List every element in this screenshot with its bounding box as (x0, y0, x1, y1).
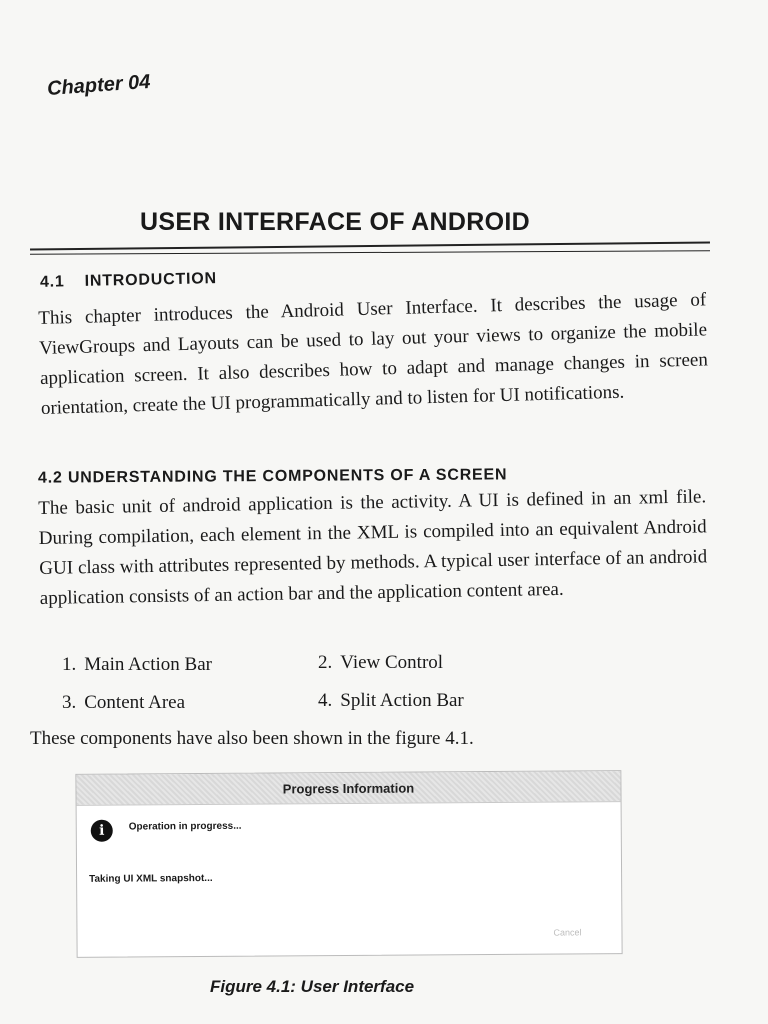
title-rule-top (30, 241, 710, 250)
list-item (62, 692, 185, 714)
section-number: 4.1 (39, 273, 65, 291)
dialog-body (77, 802, 622, 957)
list-number: 4. (318, 690, 333, 711)
intro-paragraph: This chapter introduces the Android User Interface. It describes the usage of ViewGroups and Layouts can be used to lay out your views to organize the mobile application screen. It also describes how to adapt and manage changes in screen orientation, create the UI programmatically and to listen for UI notifications. (38, 289, 709, 419)
detail-text: Taking UI XML snapshot... (89, 872, 213, 885)
components-paragraph: The basic unit of android application is the activity. A UI is defined in an xml file. During compilation, each element in the XML is compiled into an equivalent Android GUI class with attributes represented by methods. A typical user interface of an android application consists of an action bar and the application content area. (38, 486, 708, 609)
title-rule-bottom (30, 250, 710, 255)
list-number: 2. (318, 652, 333, 673)
list-number: 3. (62, 692, 77, 713)
figure-reference-note: These components have also been shown in the figure 4.1. (30, 728, 474, 749)
status-text: Operation in progress... (128, 820, 242, 833)
list-number: 1. (62, 654, 77, 675)
figure-caption: Figure 4.1: User Interface (210, 977, 415, 996)
list-label: Main Action Bar (84, 654, 212, 675)
info-icon: i (91, 820, 113, 842)
page-title: USER INTERFACE OF ANDROID (140, 208, 530, 236)
list-item (62, 654, 212, 676)
section-heading-intro (40, 270, 217, 292)
section-title: UNDERSTANDING THE COMPONENTS OF A SCREEN (67, 466, 508, 487)
list-label: Split Action Bar (340, 690, 464, 711)
section-title: INTRODUCTION (84, 270, 218, 290)
progress-dialog (75, 770, 622, 958)
section-number: 4.2 (37, 469, 63, 487)
cancel-button[interactable]: Cancel (553, 927, 582, 938)
list-label: Content Area (84, 692, 186, 713)
list-label: View Control (340, 652, 444, 673)
section-heading-components (38, 466, 507, 487)
list-item (318, 652, 443, 674)
list-item (318, 690, 464, 712)
dialog-title: Progress Information (282, 780, 415, 796)
chapter-label: Chapter 04 (46, 70, 152, 101)
dialog-titlebar (76, 771, 620, 806)
